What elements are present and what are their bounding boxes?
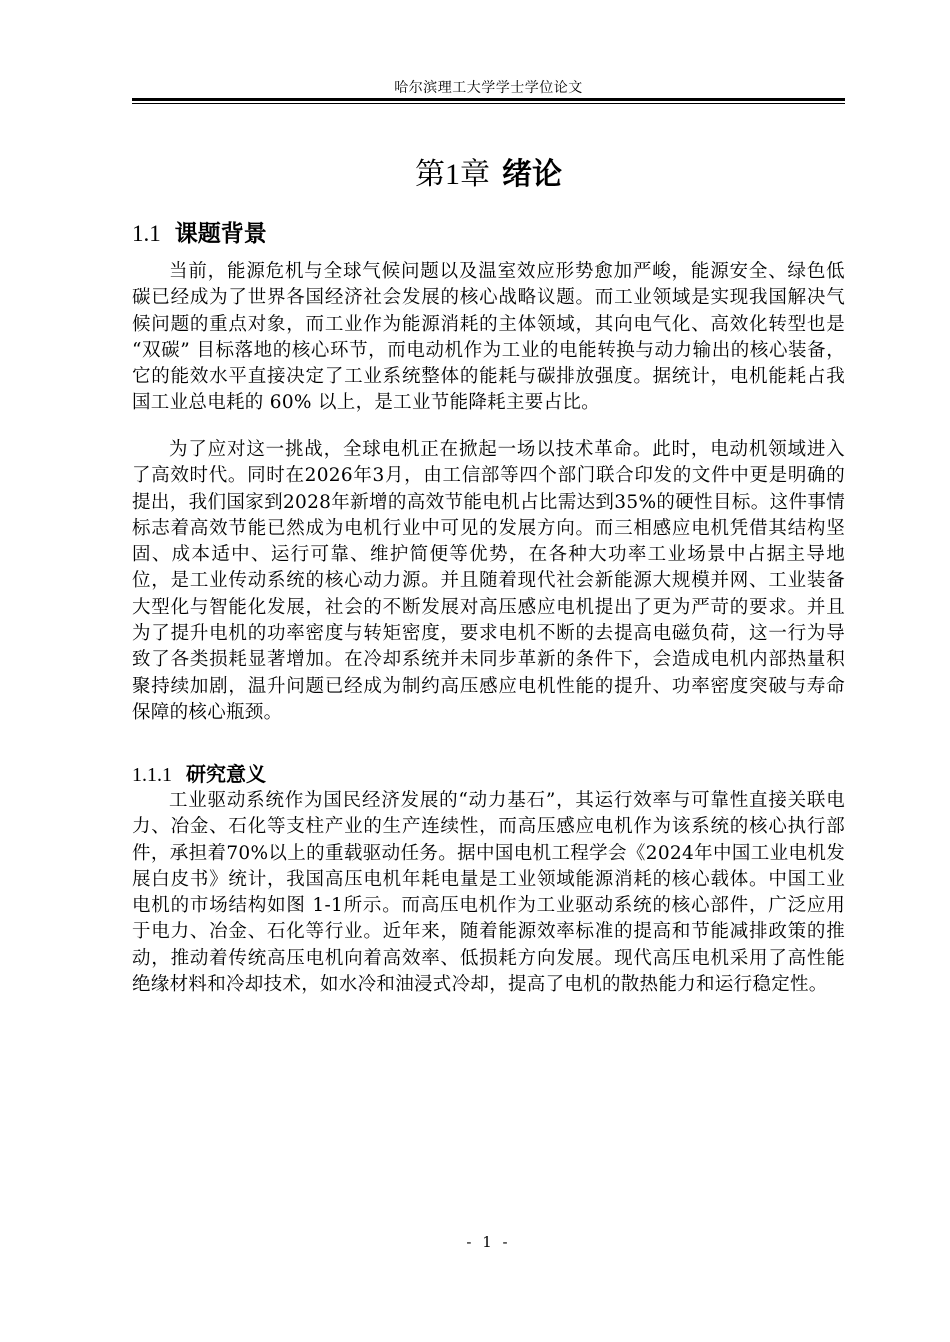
- section-title: 课题背景: [174, 221, 267, 247]
- subsection-heading: [132, 760, 266, 789]
- chapter-number: 第1章: [415, 158, 490, 191]
- chapter-title: 绪论: [502, 157, 562, 192]
- header-title: 哈尔滨理工大学学士学位论文: [394, 80, 583, 96]
- body-paragraph: 当前，能源危机与全球气候问题以及温室效应形势愈加严峻，能源安全、绿色低碳已经成为了世界各国经济社会发展的核心战略议题。而工业领域是实现我国解决气候问题的重点对象，而工业作为能源消耗的主体领域，其向电气化、高效化转型也是 “双碳” 目标落地的核心环节，而电动机作为工业的电能转换与动力输出的核心装备，它的能效水平直接决定了工业系统整体的能耗与碳排放强度。据统计，电机能耗占我国工业总电耗的 60% 以上，是工业节能降耗主要占比。: [132, 261, 845, 414]
- header-rule-thin: [132, 103, 845, 104]
- header-rule-thick: [132, 98, 845, 101]
- section-number: 1.1: [132, 221, 161, 246]
- subsection-number: 1.1.1: [132, 764, 172, 786]
- subsection-title: 研究意义: [186, 762, 266, 786]
- page-number: - 1 -: [466, 1233, 511, 1251]
- chapter-heading: [132, 155, 845, 195]
- body-paragraph: 工业驱动系统作为国民经济发展的“动力基石”，其运行效率与可靠性直接关联电力、冶金、石化等支柱产业的生产连续性，而高压感应电机作为该系统的核心执行部件，承担着70%以上的重载驱动任务。据中国电机工程学会《2024年中国工业电机发展白皮书》统计，我国高压电机年耗电量是工业领域能源消耗的核心载体。中国工业电机的市场结构如图 1-1所示。而高压电机作为工业驱动系统的核心部件，广泛应用于电力、冶金、石化等行业。近年来，随着能源效率标准的提高和节能减排政策的推动，推动着传统高压电机向着高效率、低损耗方向发展。现代高压电机采用了高性能绝缘材料和冷却技术，如水冷和油浸式冷却，提高了电机的散热能力和运行稳定性。: [132, 790, 845, 996]
- section-heading: [132, 218, 267, 250]
- body-paragraph: 为了应对这一挑战，全球电机正在掀起一场以技术革命。此时，电动机领域进入了高效时代。同时在2026年3月，由工信部等四个部门联合印发的文件中更是明确的提出，我们国家到2028年新增的高效节能电机占比需达到35%的硬性目标。这件事情标志着高效节能已然成为电机行业中可见的发展方向。而三相感应电机凭借其结构坚固、成本适中、运行可靠、维护简便等优势，在各种大功率工业场景中占据主导地位，是工业传动系统的核心动力源。并且随着现代社会新能源大规模并网、工业装备大型化与智能化发展，社会的不断发展对高压感应电机提出了更为严苛的要求。并且为了提升电机的功率密度与转矩密度，要求电机不断的去提高电磁负荷，这一行为导致了各类损耗显著增加。在冷却系统并未同步革新的条件下，会造成电机内部热量积聚持续加剧，温升问题已经成为制约高压感应电机性能的提升、功率密度突破与寿命保障的核心瓶颈。: [132, 439, 845, 723]
